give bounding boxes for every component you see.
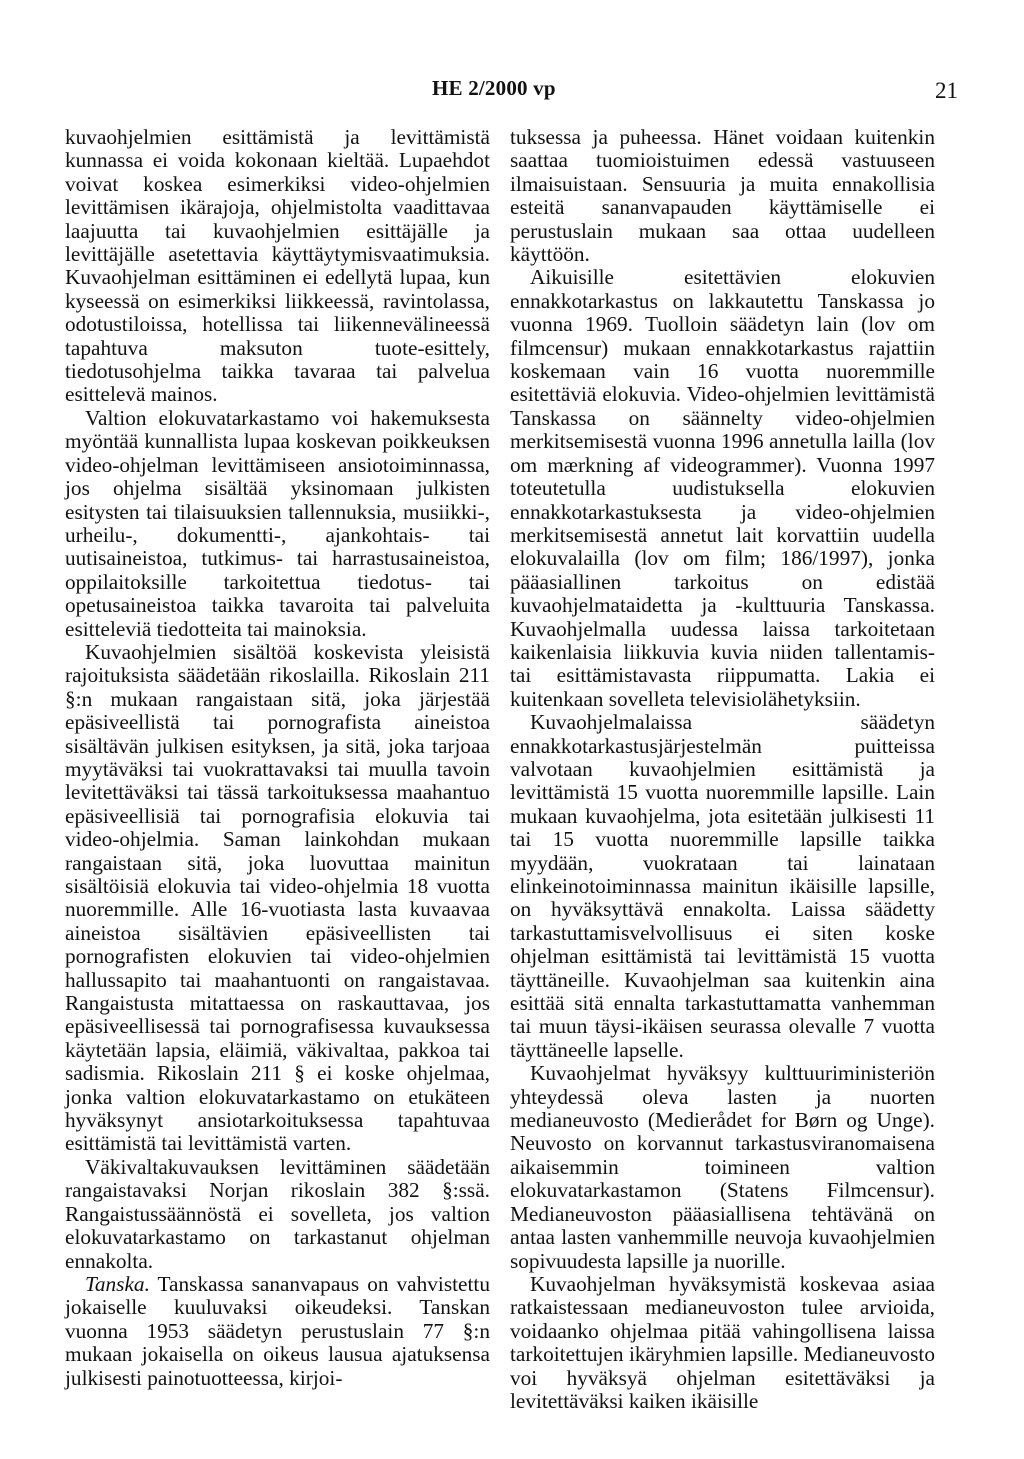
paragraph: Kuvaohjelmien sisältöä koskevista yleisistä rajoituksista säädetään rikoslailla. Rikoslain 211 §:n mukaan rangaistaan sitä, joka järjestää epäsiveellistä tai pornografista aineistoa sisältävän julkisen esityksen, ja sitä, joka tarjoaa myytäväksi tai vuokrattavaksi tai muulla tavoin levitettäväksi tai tässä tarkoituksessa maahantuo epäsiveellisiä tai pornografisia elokuvia tai video-ohjelmia. Saman lainkohdan mukaan rangaistaan sitä, joka luovuttaa mainitun sisältöisiä elokuvia tai video-ohjelmia 18 vuotta nuoremmille. Alle 16-vuotiasta lasta kuvaavaa aineistoa sisältävien epäsiveellisten tai pornografisten elokuvien tai video-ohjelmien hallussapito tai maahantuonti on rangaistavaa. Rangaistusta mitattaessa on raskauttavaa, jos epäsiveellisessä tai pornografisessa kuvauksessa käytetään lapsia, eläimiä, väkivaltaa, pakkoa tai sadismia. Rikoslain 211 § ei koske ohjelmaa, jonka valtion elokuvatarkastamo on etukäteen hyväksynyt ansiotarkoituksessa tapahtuvaa esittämistä tai levittämistä varten. xyxy=(65,639,490,1156)
paragraph: Kuvaohjelmat hyväksyy kulttuuriministeriön yhteydessä oleva lasten ja nuorten medianeuvosto (Medierådet for Børn og Unge). Neuvosto on korvannut tarkastusviranomaisena aikaisemmin toimineen valtion elokuvatarkastamon (Statens Filmcensur). Medianeuvoston pääasiallisena tehtävänä on antaa lasten vanhemmille neuvoja kuvaohjelmien sopivuudesta lapsille ja nuorille. xyxy=(510,1061,935,1273)
paragraph-text: Tanskassa sananvapaus on vahvistettu jokaiselle kuuluvaksi oikeudeksi. Tanskan vuonna 1953 säädetyn perustuslain 77 §:n mukaan jokaisella on oikeus lausua ajatuksensa julkisesti painotuotteessa, kirjoi- xyxy=(65,1271,490,1390)
paragraph: Kuvaohjelman hyväksymistä koskevaa asiaa ratkaistessaan medianeuvoston tulee arvioida, voidaanko ohjelmaa pitää vahingollisena laissa tarkoitettujen ikäryhmien lapsille. Medianeuvosto voi hyväksyä ohjelman esitettäväksi ja levitettäväksi kaiken ikäisille xyxy=(510,1271,935,1413)
paragraph: Väkivaltakuvauksen levittäminen säädetään rangaistavaksi Norjan rikoslain 382 §:ssä. Rangaistussäännöstä ei sovelleta, jos valtion elokuvatarkastamo on tarkastanut ohjelman ennakolta. xyxy=(65,1154,490,1273)
paragraph: Kuvaohjelmalaissa säädetyn ennakkotarkastusjärjestelmän puitteissa valvotaan kuvaohjelmien esittämistä ja levittämistä 15 vuotta nuoremmille lapsille. Lain mukaan kuvaohjelma, jota esitetään julkisesti 11 tai 15 vuotta nuoremmille lapsille taikka myydään, vuokrataan tai lainataan elinkeinotoiminnassa mainitun ikäisille lapsille, on hyväksyttävä ennakolta. Laissa säädetty tarkastuttamisvelvollisuus ei siten koske ohjelman esittämistä tai levittämistä 15 vuotta täyttäneille. Kuvaohjelman saa kuitenkin aina esittää sitä ennalta tarkastuttamatta vanhemman tai muun täysi-ikäisen seurassa olevalle 7 vuotta täyttäneelle lapselle. xyxy=(510,710,935,1062)
paragraph xyxy=(65,1273,490,1390)
section-label: Tanska. xyxy=(85,1271,150,1296)
page-number: 21 xyxy=(935,78,958,103)
paragraph: kuvaohjelmien esittämistä ja levittämistä kunnassa ei voida kokonaan kieltää. Lupaehdot voivat koskea esimerkiksi video-ohjelmien levittämisen ikärajoja, ohjelmistolta vaadittavaa laajuutta tai kuvaohjelmien esittäjälle ja levittäjälle asetettavia käyttäytymisvaatimuksia. Kuvaohjelman esittäminen ei edellytä lupaa, kun kyseessä on esimerkiksi liikkeessä, ravintolassa, odotustiloissa, hotellissa tai liikennevälineessä tapahtuva maksuton tuote-esittely, tiedotusohjelma taikka tavaraa tai palvelua esittelevä mainos. xyxy=(65,125,490,407)
left-column xyxy=(65,126,490,1390)
paragraph: Valtion elokuvatarkastamo voi hakemuksesta myöntää kunnallista lupaa koskevan poikkeuksen video-ohjelman levittämiseen ansiotoiminnassa, jos ohjelma sisältää yksinomaan julkisten esitysten tai tilaisuuksien tallennuksia, musiikki-, urheilu-, dokumentti-, ajankohtais- tai uutisaineistoa, tutkimus- tai harrastusaineistoa, oppilaitoksille tarkoitettua tiedotus- tai opetusaineistoa taikka tavaroita tai palveluita esitteleviä tiedotteita tai mainoksia. xyxy=(65,405,490,641)
running-head: HE 2/2000 vp xyxy=(432,76,556,100)
right-column xyxy=(510,126,935,1413)
page-header xyxy=(0,76,1024,106)
paragraph: tuksessa ja puheessa. Hänet voidaan kuitenkin saattaa tuomioistuimen edessä vastuuseen ilmaisuistaan. Sensuuria ja muita ennakollisia esteitä sananvapauden käyttämiselle ei perustuslain mukaan saa ottaa uudelleen käyttöön. xyxy=(510,125,935,267)
paragraph: Aikuisille esitettävien elokuvien ennakkotarkastus on lakkautettu Tanskassa jo vuonna 1969. Tuolloin säädetyn lain (lov om filmcensur) mukaan ennakkotarkastus rajattiin koskemaan vain 16 vuotta nuoremmille esitettäviä elokuvia. Video-ohjelmien levittämistä Tanskassa on säännelty video-ohjelmien merkitsemisestä vuonna 1996 annetulla lailla (lov om mærkning af videogrammer). Vuonna 1997 toteutetulla uudistuksella elokuvien ennakkotarkastuksesta ja video-ohjelmien merkitsemisestä annetut lait korvattiin uudella elokuvalailla (lov om film; 186/1997), jonka pääasiallinen tarkoitus on edistää kuvaohjelmataidetta ja -kulttuuria Tanskassa. Kuvaohjelmalla uudessa laissa tarkoitetaan kaikenlaisia liikkuvia kuvia niiden tallentamis- tai esittämistavasta riippumatta. Lakia ei kuitenkaan sovelleta televisiolähetyksiin. xyxy=(510,265,935,711)
